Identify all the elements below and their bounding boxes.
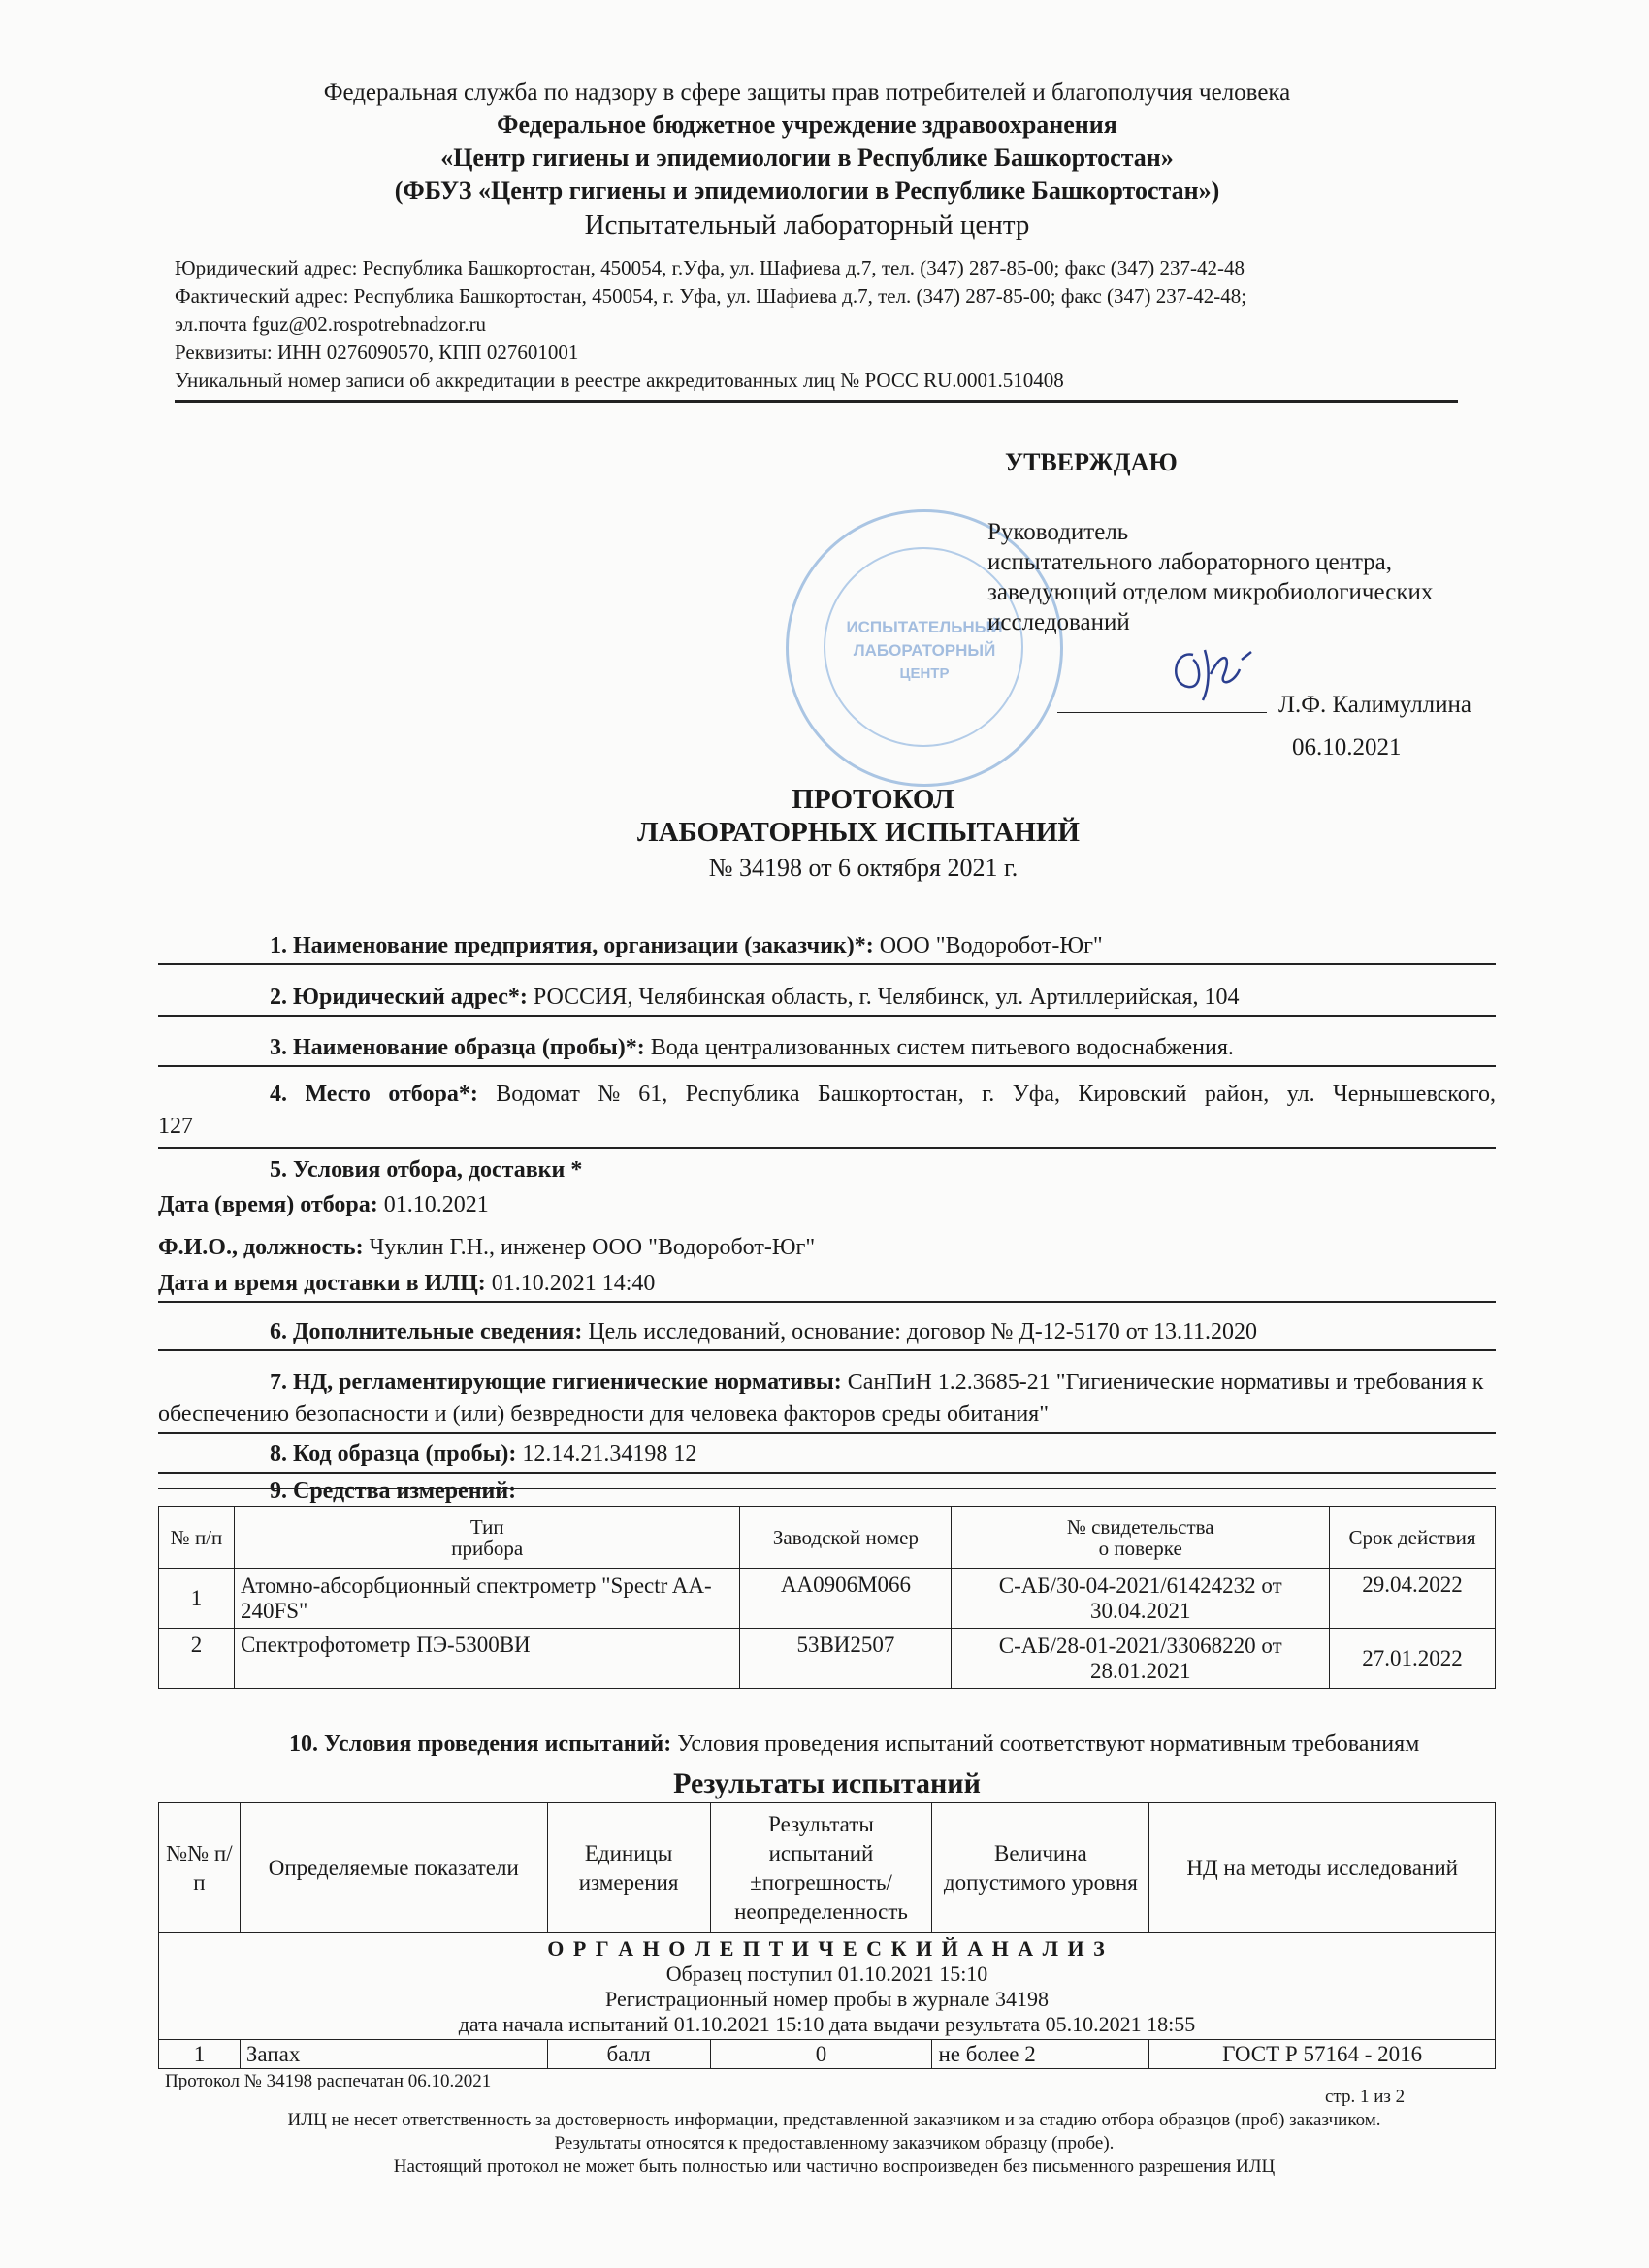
col-num: №№ п/п [159,1803,241,1933]
table-row: 2 Спектрофотометр ПЭ-5300ВИ 53ВИ2507 С-АБ/28-01-2021/33068220 от 28.01.2021 27.01.2022 [159,1629,1496,1689]
col-num: № п/п [159,1507,235,1569]
header-accreditation: Уникальный номер записи об аккредитации в реестре аккредитованных лиц № РОСС RU.0001.510408 [175,369,1064,392]
approval-title: УТВЕРЖДАЮ [1005,448,1178,476]
results-group-row [159,1933,1496,2040]
protocol-title: ПРОТОКОЛ [792,784,954,815]
results-title: Результаты испытаний [673,1767,981,1799]
section-3: 3. Наименование образца (пробы)*: Вода централизованных систем питьевого водоснабжения. [270,1035,1234,1060]
footer-disclaimer-3: Настоящий протокол не может быть полностью или частично воспроизведен без письменного разрешения ИЛЦ [393,2156,1276,2177]
table-row: 1 Запах балл 0 не более 2 ГОСТ Р 57164 - 2016 [159,2040,1496,2069]
group-reg: Регистрационный номер пробы в журнале 34198 [605,1986,1049,2011]
protocol-number: № 34198 от 6 октября 2021 г. [708,854,1018,882]
header-divider [175,400,1458,403]
results-header-row [159,1803,1496,1933]
section-7: 7. НД, регламентирующие гигиенические нормативы: СанПиН 1.2.3685-21 "Гигиенические нормативы и требования к обеспечению безопасности и (или) безвредности для человека факторов среды обитания" [158,1370,1484,1427]
header-requisites: Реквизиты: ИНН 0276090570, КПП 027601001 [175,340,579,364]
section-2: 2. Юридический адрес*: РОССИЯ, Челябинская область, г. Челябинск, ул. Артиллерийская, 104 [270,985,1240,1010]
header-legal-address: Юридический адрес: Республика Башкортостан, 450054, г.Уфа, ул. Шафиева д.7, тел. (347) 287-85-00; факс (347) 237-42-48 [175,256,1245,279]
header-email: эл.почта fguz@02.rospotrebnadzor.ru [175,312,487,336]
signature-line [1057,712,1267,713]
section-9: 9. Средства измерений: [270,1478,517,1504]
col-method: НД на методы исследований [1149,1803,1496,1933]
header-actual-address: Фактический адрес: Республика Башкортостан, 450054, г. Уфа, ул. Шафиева д.7, тел. (347) 287-85-00; факс (347) 237-42-48; [175,284,1247,308]
section-5: 5. Условия отбора, доставки * [270,1157,583,1183]
col-limit: Величина допустимого уровня [932,1803,1149,1933]
lab-stamp: ИСПЫТАТЕЛЬНЫЙ ЛАБОРАТОРНЫЙ ЦЕНТР [786,509,1063,787]
instruments-table [158,1506,1496,1689]
approver-name: Л.Ф. Калимуллина [1278,692,1471,718]
protocol-subtitle: ЛАБОРАТОРНЫХ ИСПЫТАНИЙ [637,817,1080,848]
group-title: О Р Г А Н О Л Е П Т И Ч Е С К И Й А Н А Л И З [547,1935,1107,1960]
col-valid: Срок действия [1330,1507,1496,1569]
results-table [158,1802,1496,2069]
approval-date: 06.10.2021 [1292,734,1402,761]
col-units: Единицы измерения [547,1803,710,1933]
header-short-name: (ФБУЗ «Центр гигиены и эпидемиологии в Республике Башкортостан») [394,177,1220,205]
section-4: 4. Место отбора*: Водомат № 61, Республика Башкортостан, г. Уфа, Кировский район, ул. Чернышевского, 127 [158,1082,1496,1139]
signature-icon [1154,631,1271,718]
footer-disclaimer-2: Результаты относятся к предоставленному заказчиком образцу (пробе). [554,2133,1115,2154]
group-received: Образец поступил 01.10.2021 15:10 [665,1960,988,1986]
col-indicator: Определяемые показатели [240,1803,547,1933]
col-cert: № свидетельства о поверке [952,1507,1330,1569]
table-row: 1 Атомно-абсорбционный спектрометр "Spectr AA-240FS" АА0906М066 С-АБ/30-04-2021/61424232 от 30.04.2021 29.04.2022 [159,1569,1496,1629]
section-1: 1. Наименование предприятия, организации (заказчик)*: ООО "Водоробот-Юг" [270,933,1103,958]
header-lab-center: Испытательный лабораторный центр [584,210,1030,241]
delivery-date: Дата и время доставки в ИЛЦ: 01.10.2021 14:40 [158,1271,656,1296]
section-6: 6. Дополнительные сведения: Цель исследований, основание: договор № Д-12-5170 от 13.11.2020 [270,1319,1258,1345]
approval-position: Руководитель испытательного лабораторного центра, заведующий отделом микробиологических исследований [987,519,1434,635]
footer-page: стр. 1 из 2 [1325,2087,1406,2107]
sample-date: Дата (время) отбора: 01.10.2021 [158,1192,489,1217]
section-8: 8. Код образца (пробы): 12.14.21.34198 12 [270,1442,697,1467]
sampler: Ф.И.О., должность: Чуклин Г.Н., инженер ООО "Водоробот-Юг" [158,1235,816,1260]
footer-printed: Протокол № 34198 распечатан 06.10.2021 [165,2071,492,2091]
footer-disclaimer-1: ИЛЦ не несет ответственность за достоверность информации, представленной заказчиком и за стадию отбора образцов (проб) заказчиком. [287,2110,1381,2130]
instruments-header-row [159,1507,1496,1569]
group-dates: дата начала испытаний 01.10.2021 15:10 дата выдачи результата 05.10.2021 18:55 [458,2011,1196,2036]
header-agency: Федеральная служба по надзору в сфере защиты прав потребителей и благополучия человека [323,80,1291,106]
section-10: 10. Условия проведения испытаний: Условия проведения испытаний соответствуют нормативным требованиям [289,1732,1420,1757]
header-institution: Федеральное бюджетное учреждение здравоохранения [497,111,1117,139]
col-type: Тип прибора [234,1507,740,1569]
col-result: Результаты испытаний ±погрешность/ неопределенность [710,1803,932,1933]
header-center-name: «Центр гигиены и эпидемиологии в Республике Башкортостан» [440,144,1174,172]
col-serial: Заводской номер [740,1507,952,1569]
